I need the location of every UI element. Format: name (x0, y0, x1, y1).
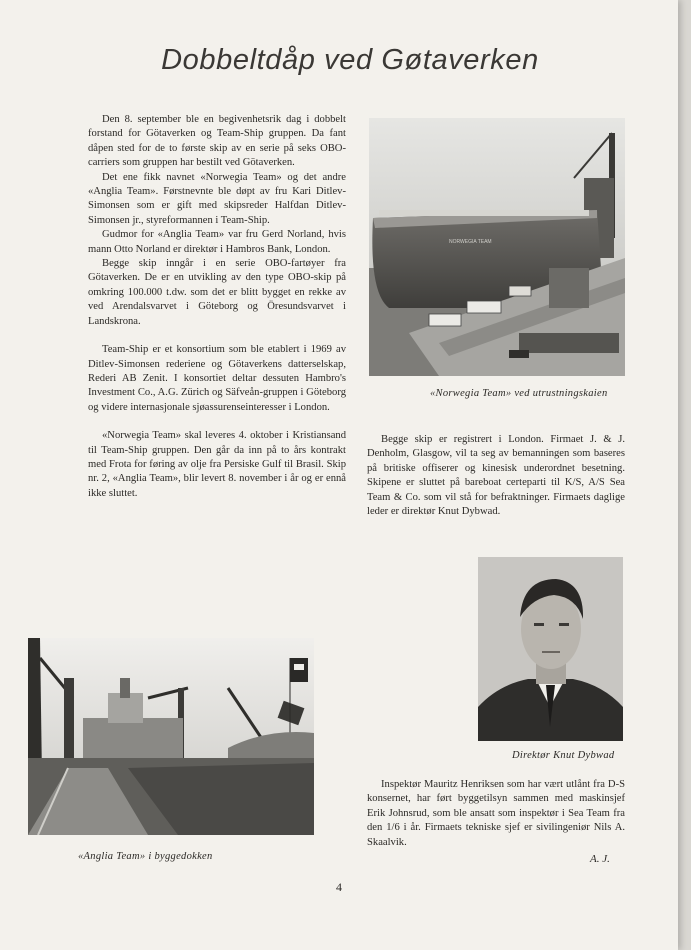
page-title: Dobbeltdåp ved Gøtaverken (161, 44, 539, 76)
right-column-bottom (367, 778, 625, 850)
paragraph-4: Begge skip inngår i en serie OBO-fartøyer fra Götaverken. De er en utvikling av den type OBO-skip på omkring 100.000 t.dw. som det er blitt bygget en rekke av ved Arendalsvarvet i Göteborg og Öresundsvarvet i Landskrona. (88, 258, 346, 327)
paragraph-6: «Norwegia Team» skal leveres 4. oktober i Kristiansand til Team-Ship gruppen. Den går da inn på to års kontrakt med Frota for føring av olje fra Persiske Gulf til Brasil. Skip nr. 2, «Anglia Team», blir levert 8. november i år og er ennå ikke sluttet. (88, 430, 346, 499)
page-number: 4 (336, 880, 342, 894)
caption-anglia-team: «Anglia Team» i byggedokken (78, 851, 213, 862)
paragraph-5: Team-Ship er et konsortium som ble etablert i 1969 av Ditlev-Simonsen rederiene og Götaverkens datterselskap, Rederi AB Zenit. I konsortiet deltar dessuten Hambro's Investment Co., A.G. Zürich og Säfveån-gruppen i Göteborg og videre internasjonale sjøassurenseinteresser i London. (88, 344, 346, 413)
paragraph-3: Gudmor for «Anglia Team» var fru Gerd Norland, hvis mann Otto Norland er direktør i Hambros Bank, London. (88, 229, 346, 255)
right-column-top (367, 433, 625, 519)
paragraph-7: Begge skip er registrert i London. Firmaet J. & J. Denholm, Glasgow, vil ta seg av bemanningen som baseres på britiske offiserer og kinesisk underordnet besetning. Skipene er sluttet på bareboat certeparti til K/S, A/S Sea Team & Co. som vil stå for befraktninger. Firmaets daglige leder er direktør Knut Dybwad. (367, 434, 625, 518)
left-column (88, 113, 346, 501)
photo-portrait-knut-dybwad (478, 557, 623, 741)
paragraph-8: Inspektør Mauritz Henriksen som har vært utlånt fra D-S konsernet, har ført byggetilsyn sammen med maskinsjef Erik Johnsrud, som ble ansatt som inspektør i Sea Team fra den 1/6 i år. Firmaets tekniske sjef er sivilingeniør Nils A. Skaalvik. (367, 779, 625, 848)
caption-norwegia-team: «Norwegia Team» ved utrustningskaien (430, 388, 608, 399)
paragraph-1: Den 8. september ble en begivenhetsrik dag i dobbelt forstand for Götaverken og Team-Ship gruppen. Da fant dåpen sted for de to første skip av en serie på seks OBO-carriers som gruppen har bestilt ved Götaverken. (88, 114, 346, 169)
caption-portrait: Direktør Knut Dybwad (512, 750, 615, 761)
hull-name: NORWEGIA TEAM (449, 239, 492, 245)
photo-norwegia-team (369, 118, 625, 376)
author-signature: A. J. (590, 853, 610, 865)
paragraph-2: Det ene fikk navnet «Norwegia Team» og det andre «Anglia Team». Førstnevnte ble døpt av fru Kari Ditlev-Simonsen som er gift med skipsreder Halfdan Ditlev-Simonsen jr., styreformannen i Team-Ship. (88, 171, 346, 226)
photo-anglia-team (28, 638, 314, 835)
